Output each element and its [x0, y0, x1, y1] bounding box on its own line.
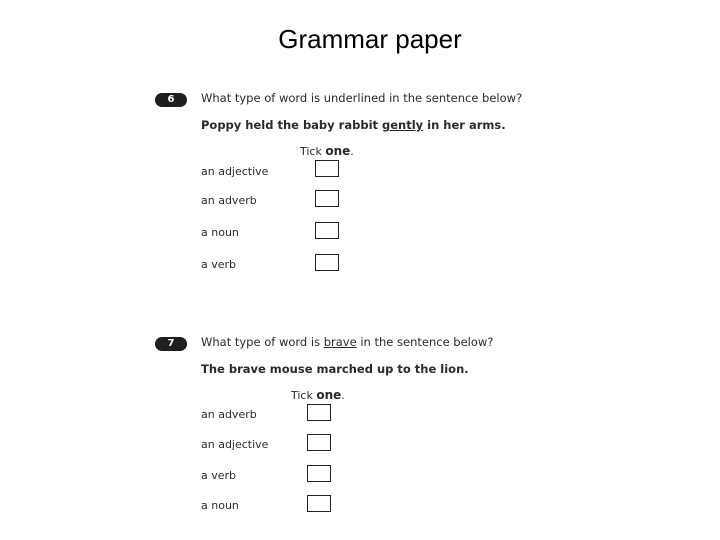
tick-instruction: Tick one. — [291, 388, 345, 402]
option-label: a verb — [201, 258, 237, 271]
option-label: an adverb — [201, 194, 257, 207]
tick-box-a-noun[interactable] — [307, 495, 331, 512]
option-label: a verb — [201, 469, 237, 482]
question-part: in the sentence below? — [356, 335, 494, 349]
example-sentence: The brave mouse marched up to the lion. — [201, 362, 469, 376]
option-label: a noun — [201, 499, 239, 512]
tick-box-an-adjective[interactable] — [315, 160, 339, 177]
sentence-part: Poppy held the baby rabbit — [201, 118, 383, 132]
page-title: Grammar paper — [278, 24, 462, 54]
question-number-badge: 6 — [155, 93, 187, 107]
question-part: What type of word is — [201, 335, 324, 349]
tick-instruction: Tick one. — [300, 144, 354, 158]
tick-box-a-verb[interactable] — [307, 465, 331, 482]
tick-box-a-verb[interactable] — [315, 254, 339, 271]
tick-box-a-noun[interactable] — [315, 222, 339, 239]
option-label: an adjective — [201, 165, 269, 178]
tick-box-an-adjective[interactable] — [307, 434, 331, 451]
underlined-word: brave — [323, 335, 357, 349]
question-number-badge: 7 — [155, 337, 187, 351]
tick-box-an-adverb[interactable] — [315, 190, 339, 207]
example-sentence — [201, 118, 506, 132]
option-label: a noun — [201, 226, 239, 239]
question-text — [201, 335, 493, 349]
underlined-word: gently — [382, 118, 424, 132]
sentence-part: in her arms. — [423, 118, 506, 132]
question-text: What type of word is underlined in the sentence below? — [201, 91, 523, 105]
option-label: an adverb — [201, 408, 257, 421]
tick-box-an-adverb[interactable] — [307, 404, 331, 421]
option-label: an adjective — [201, 438, 269, 451]
